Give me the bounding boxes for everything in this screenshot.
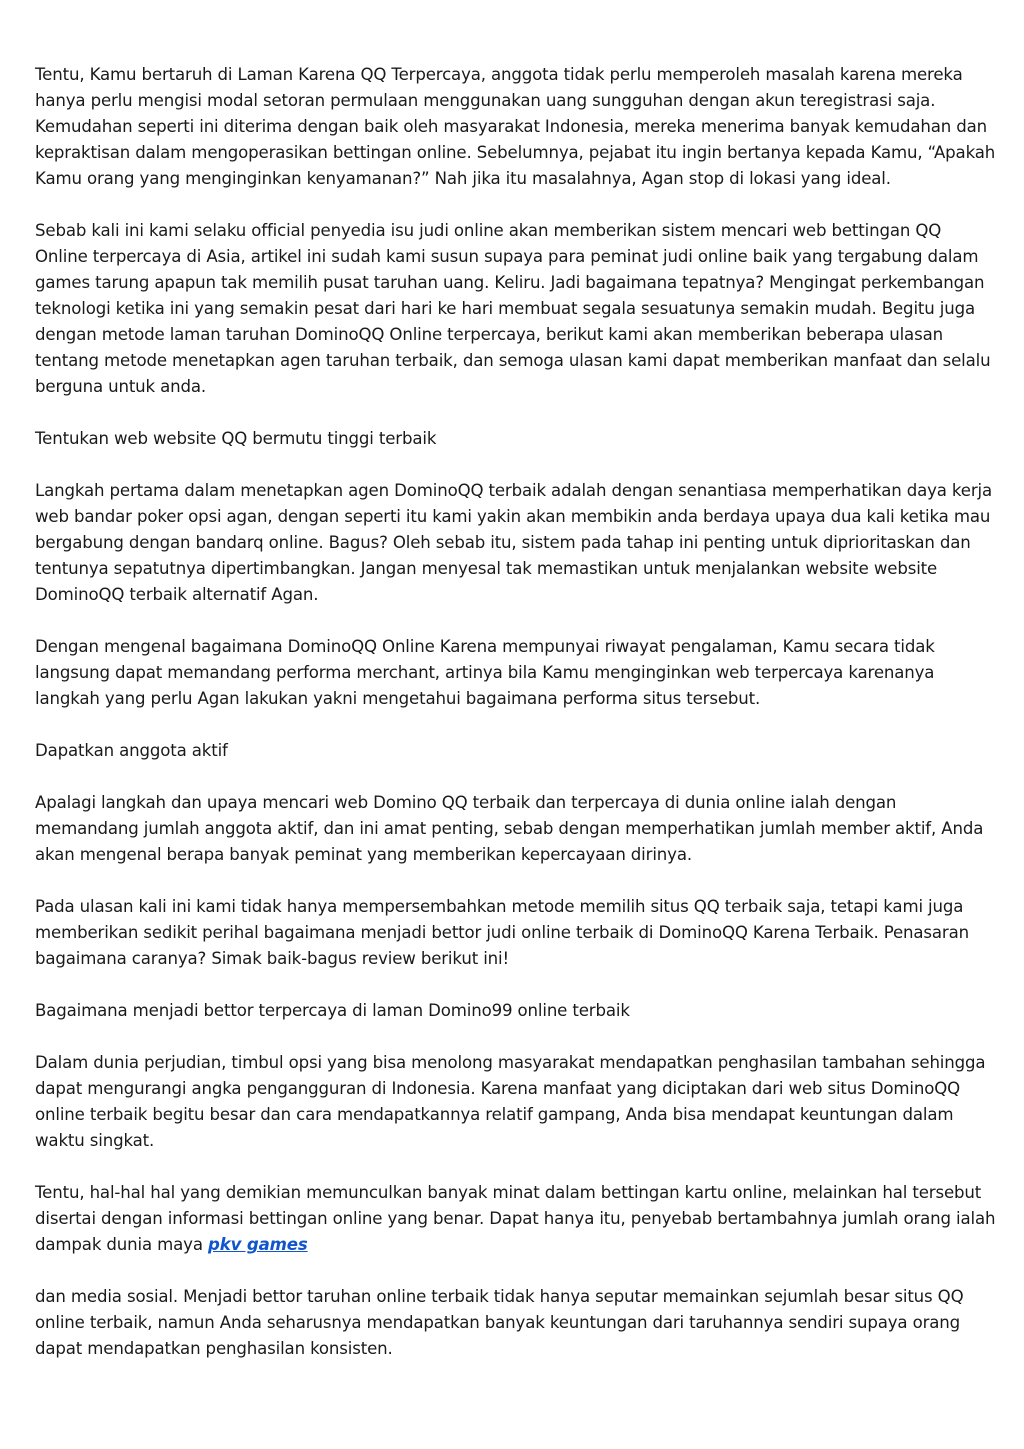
paragraph-official-provider: Sebab kali ini kami selaku official penyedia isu judi online akan memberikan sistem mencari web bettingan QQ Online terpercaya di Asia, artikel ini sudah kami susun supaya para peminat judi online baik yang tergabung dalam games tarung apapun tak memilih pusat taruhan uang. Keliru. Jadi bagaimana tepatnya? Mengingat perkembangan teknologi ketika ini yang semakin pesat dari hari ke hari membuat segala sesuatunya semakin mudah. Begitu juga dengan metode laman taruhan DominoQQ Online terpercaya, berikut kami akan memberikan beberapa ulasan tentang metode menetapkan agen taruhan terbaik, dan semoga ulasan kami dapat memberikan manfaat dan selalu berguna untuk anda.	[35, 221, 991, 396]
paragraph-gambling-world: Dalam dunia perjudian, timbul opsi yang bisa menolong masyarakat mendapatkan penghasilan tambahan sehingga dapat mengurangi angka pengangguran di Indonesia. Karena manfaat yang diciptakan dari web situs DominoQQ online terbaik begitu besar dan cara mendapatkannya relatif gampang, Anda bisa mendapat keuntungan dalam waktu singkat.	[35, 1053, 986, 1150]
paragraph-first-step: Langkah pertama dalam menetapkan agen DominoQQ terbaik adalah dengan senantiasa memperhatikan daya kerja web bandar poker opsi agan, dengan seperti itu kami yakin akan membikin anda berdaya upaya dua kali ketika mau bergabung dengan bandarq online. Bagus? Oleh sebab itu, sistem pada tahap ini penting untuk diprioritaskan dan tentunya sepatutnya dipertimbangkan. Jangan menyesal tak memastikan untuk menjalankan website website DominoQQ terbaik alternatif Agan.	[35, 481, 993, 604]
paragraph-with-link	[35, 1180, 997, 1258]
paragraph-history: Dengan mengenal bagaimana DominoQQ Online Karena mempunyai riwayat pengalaman, Kamu secara tidak langsung dapat memandang performa merchant, artinya bila Kamu menginginkan web terpercaya karenanya langkah yang perlu Agan lakukan yakni mengetahui bagaimana performa situs tersebut.	[35, 637, 935, 708]
section-heading-choose-site: Tentukan web website QQ bermutu tinggi terbaik	[35, 429, 437, 448]
pkv-games-link[interactable]: pkv games	[207, 1235, 308, 1254]
paragraph-intro: Tentu, Kamu bertaruh di Laman Karena QQ Terpercaya, anggota tidak perlu memperoleh masalah karena mereka hanya perlu mengisi modal setoran permulaan menggunakan uang sungguhan dengan akun teregistrasi saja. Kemudahan seperti ini diterima dengan baik oleh masyarakat Indonesia, mereka menerima banyak kemudahan dan kepraktisan dalam mengoperasikan bettingan online. Sebelumnya, pejabat itu ingin bertanya kepada Kamu, “Apakah Kamu orang yang menginginkan kenyamanan?” Nah jika itu masalahnya, Agan stop di lokasi yang ideal.	[35, 65, 996, 188]
paragraph-final: dan media sosial. Menjadi bettor taruhan online terbaik tidak hanya seputar memainkan sejumlah besar situs QQ online terbaik, namun Anda seharusnya mendapatkan banyak keuntungan dari taruhannya sendiri supaya orang dapat mendapatkan penghasilan konsisten.	[35, 1287, 964, 1358]
paragraph-active-members: Apalagi langkah dan upaya mencari web Domino QQ terbaik dan terpercaya di dunia online ialah dengan memandang jumlah anggota aktif, dan ini amat penting, sebab dengan memperhatikan jumlah member aktif, Anda akan mengenal berapa banyak peminat yang memberikan kepercayaan dirinya.	[35, 793, 984, 864]
paragraph-review: Pada ulasan kali ini kami tidak hanya mempersembahkan metode memilih situs QQ terbaik saja, tetapi kami juga memberikan sedikit perihal bagaimana menjadi bettor judi online terbaik di DominoQQ Karena Terbaik. Penasaran bagaimana caranya? Simak baik-bagus review berikut ini!	[35, 897, 969, 968]
section-heading-trusted-bettor: Bagaimana menjadi bettor terpercaya di laman Domino99 online terbaik	[35, 1001, 630, 1020]
article-body	[35, 62, 997, 1388]
paragraph-with-link-text: Tentu, hal-hal hal yang demikian memunculkan banyak minat dalam bettingan kartu online, melainkan hal tersebut disertai dengan informasi bettingan online yang benar. Dapat hanya itu, penyebab bertambahnya jumlah orang ialah dampak dunia maya	[35, 1183, 996, 1254]
section-heading-active-members: Dapatkan anggota aktif	[35, 741, 228, 760]
